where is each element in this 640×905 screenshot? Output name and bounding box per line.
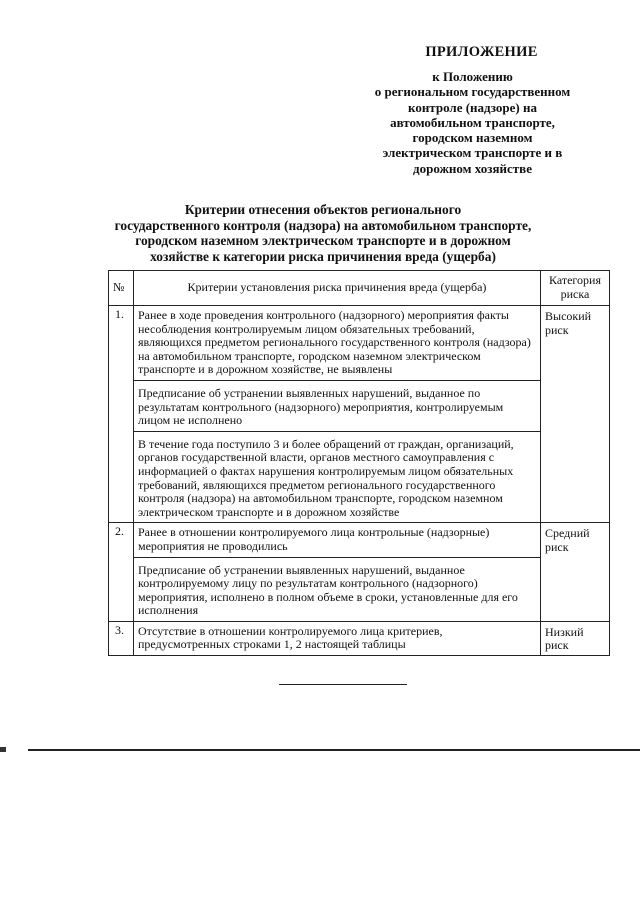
criteria-cell	[134, 621, 541, 655]
title-line: государственного контроля (надзора) на автомобильном транспорте,	[114, 217, 532, 233]
appendix-line: электрическом транспорте и в	[382, 145, 563, 161]
row-number: 1.	[109, 306, 134, 523]
document-title	[108, 202, 538, 264]
table-row	[109, 306, 610, 523]
appendix-line: автомобильном транспорте,	[390, 114, 555, 130]
row-number: 2.	[109, 523, 134, 622]
criterion-text: Предписание об устранении выявленных нарушений, выданное контролируемому лицу по результатам контрольного (надзорного) мероприятия, исполнено в полном объеме в сроки, установленные для его исполнения	[138, 562, 518, 618]
scan-edge-mark	[0, 747, 6, 752]
header-num: №	[109, 271, 134, 306]
criteria-table	[108, 270, 610, 656]
risk-category: Низкий риск	[541, 621, 610, 655]
appendix-line: дорожном хозяйстве	[413, 160, 532, 176]
risk-category: Высокий риск	[541, 306, 610, 523]
signature-divider	[279, 684, 407, 685]
appendix-line: городском наземном	[412, 130, 533, 146]
criterion-text: Ранее в ходе проведения контрольного (надзорного) мероприятия факты несоблюдения контролируемым лицом обязательных требований, являющихся предметом регионального государственного контроля (надзора) на автомобильном транспорте, городском наземном электрическом транспорте и в дорожном хозяйстве, не выявлены	[134, 306, 540, 381]
table-header-row	[109, 271, 610, 306]
table-row	[109, 621, 610, 655]
title-line: Критерии отнесения объектов регионального	[184, 202, 462, 217]
appendix-line: контроле (надзоре) на	[408, 99, 537, 115]
page-bottom-rule	[28, 749, 640, 751]
table-row	[109, 523, 610, 622]
row-number: 3.	[109, 621, 134, 655]
risk-category: Средний риск	[541, 523, 610, 622]
appendix-block	[340, 44, 605, 176]
appendix-line: о региональном государственном	[374, 84, 571, 100]
title-line: хозяйстве к категории риска причинения вреда (ущерба)	[150, 248, 496, 264]
header-criteria: Критерии установления риска причинения вреда (ущерба)	[134, 271, 541, 306]
header-category: Категория риска	[541, 271, 610, 306]
criterion-text: Предписание об устранении выявленных нарушений, выданное по результатам контрольного (надзорного) мероприятия, контролируемым лицом не исполнено	[134, 381, 540, 432]
criteria-cell	[134, 306, 541, 523]
title-line: городском наземном электрическом транспорте и в дорожном	[135, 233, 511, 249]
criterion-text: Отсутствие в отношении контролируемого лица критериев, предусмотренных строками 1, 2 настоящей таблицы	[138, 623, 443, 652]
criterion-text: В течение года поступило 3 и более обращений от граждан, организаций, органов государственной власти, органов местного самоуправления с информацией о фактах нарушения контролируемым лицом обязательных требований, являющихся предметом регионального государственного контроля (надзора) на автомобильном транспорте, городском наземном электрическом транспорте и в дорожном хозяйстве	[138, 436, 514, 519]
appendix-heading: ПРИЛОЖЕНИЕ	[425, 44, 538, 60]
criterion-text: Ранее в отношении контролируемого лица контрольные (надзорные) мероприятия не проводились	[134, 523, 540, 557]
criteria-cell	[134, 523, 541, 622]
appendix-line: к Положению	[432, 69, 513, 84]
